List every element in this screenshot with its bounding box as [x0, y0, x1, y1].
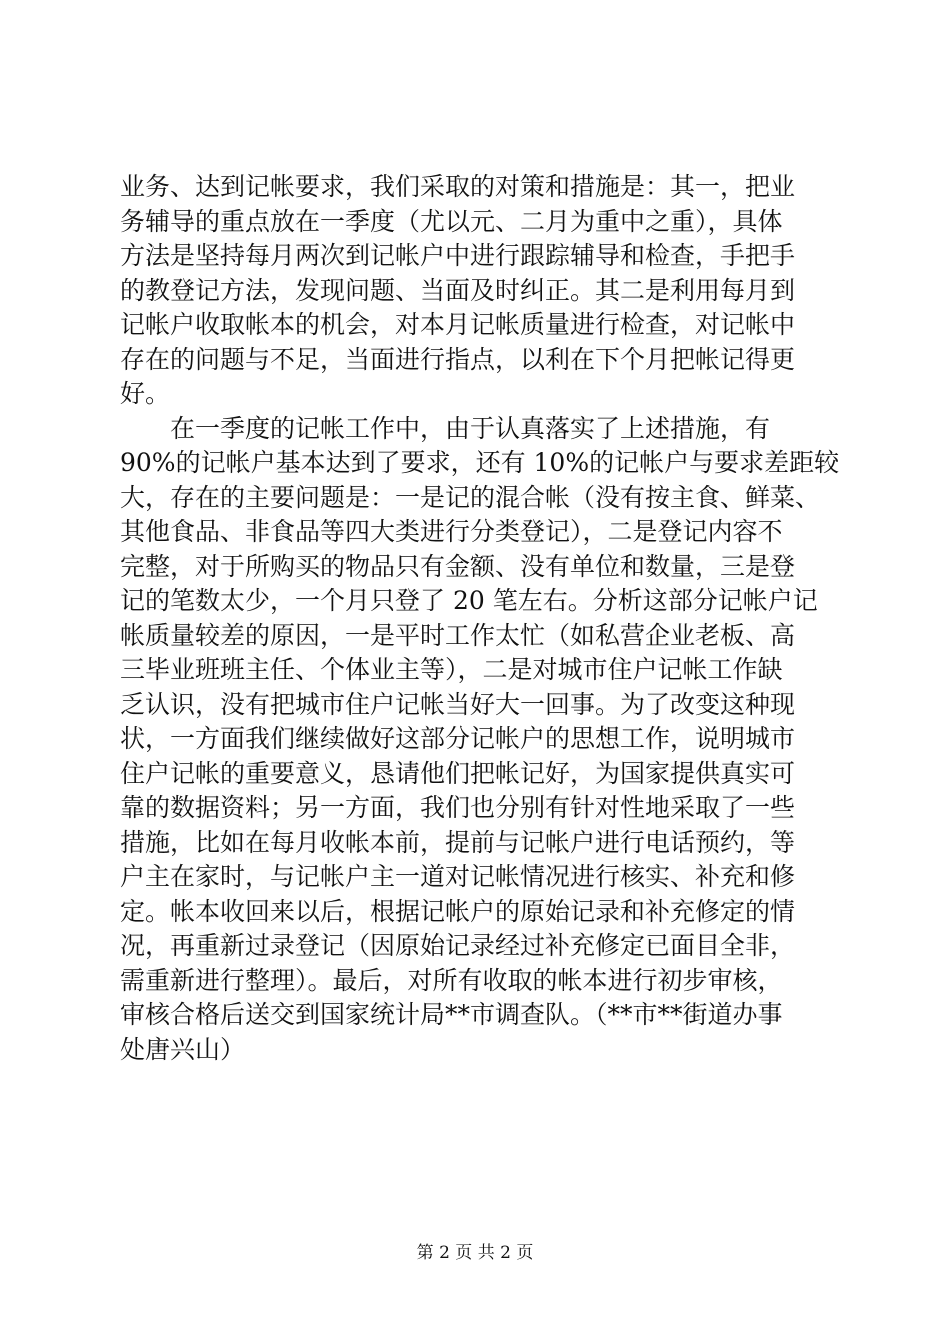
text-line: 完整，对于所购买的物品只有金额、没有单位和数量，三是登: [120, 551, 796, 581]
text-line: 好。: [120, 379, 171, 408]
text-line: 定。帐本收回来以后，根据记帐户的原始记录和补充修定的情: [120, 896, 796, 926]
text-line: 90%的记帐户基本达到了要求，还有 10%的记帐户与要求差距较: [120, 448, 840, 477]
text-line: 住户记帐的重要意义，恳请他们把帐记好，为国家提供真实可: [120, 758, 796, 788]
text-line: 大，存在的主要问题是：一是记的混合帐（没有按主食、鲜菜、: [120, 482, 821, 512]
text-line: 记的笔数太少，一个月只登了 20 笔左右。分析这部分记帐户记: [120, 586, 818, 615]
text-line: 况，再重新过录登记（因原始记录经过补充修定已面目全非，: [120, 931, 796, 960]
text-line: 需重新进行整理）。最后，对所有收取的帐本进行初步审核，: [120, 965, 783, 995]
text-line: 乏认识，没有把城市住户记帐当好大一回事。为了改变这种现: [120, 689, 796, 719]
text-line: 记帐户收取帐本的机会，对本月记帐质量进行检查，对记帐中: [120, 310, 796, 339]
text-line: 其他食品、非食品等四大类进行分类登记），二是登记内容不: [120, 517, 783, 546]
text-line: 状，一方面我们继续做好这部分记帐户的思想工作，说明城市: [120, 724, 796, 753]
body-text: [120, 170, 840, 1067]
text-line: 在一季度的记帐工作中，由于认真落实了上述措施，有: [120, 413, 771, 443]
text-line: 帐质量较差的原因，一是平时工作太忙（如私营企业老板、高: [120, 620, 796, 650]
text-line: 措施，比如在每月收帐本前，提前与记帐户进行电话预约，等: [120, 827, 796, 857]
page-number-label: 第 2 页 共 2 页: [416, 1243, 534, 1263]
text-line: 的教登记方法，发现问题、当面及时纠正。其二是利用每月到: [120, 275, 796, 305]
text-line: 处唐兴山）: [120, 1034, 246, 1064]
text-line: 存在的问题与不足，当面进行指点，以利在下个月把帐记得更: [120, 344, 796, 374]
text-line: 户主在家时，与记帐户主一道对记帐情况进行核实、补充和修: [120, 862, 796, 891]
text-line: 靠的数据资料；另一方面，我们也分别有针对性地采取了一些: [120, 793, 796, 822]
text-line: 审核合格后送交到国家统计局**市调查队。（**市**街道办事: [120, 1000, 783, 1029]
text-line: 业务、达到记帐要求，我们采取的对策和措施是：其一，把业: [120, 172, 796, 201]
page-footer: [0, 1242, 950, 1264]
text-line: 三毕业班班主任、个体业主等），二是对城市住户记帐工作缺: [120, 655, 783, 684]
text-line: 方法是坚持每月两次到记帐户中进行跟踪辅导和检查，手把手: [120, 241, 796, 270]
text-line: 务辅导的重点放在一季度（尤以元、二月为重中之重），具体: [120, 206, 783, 236]
